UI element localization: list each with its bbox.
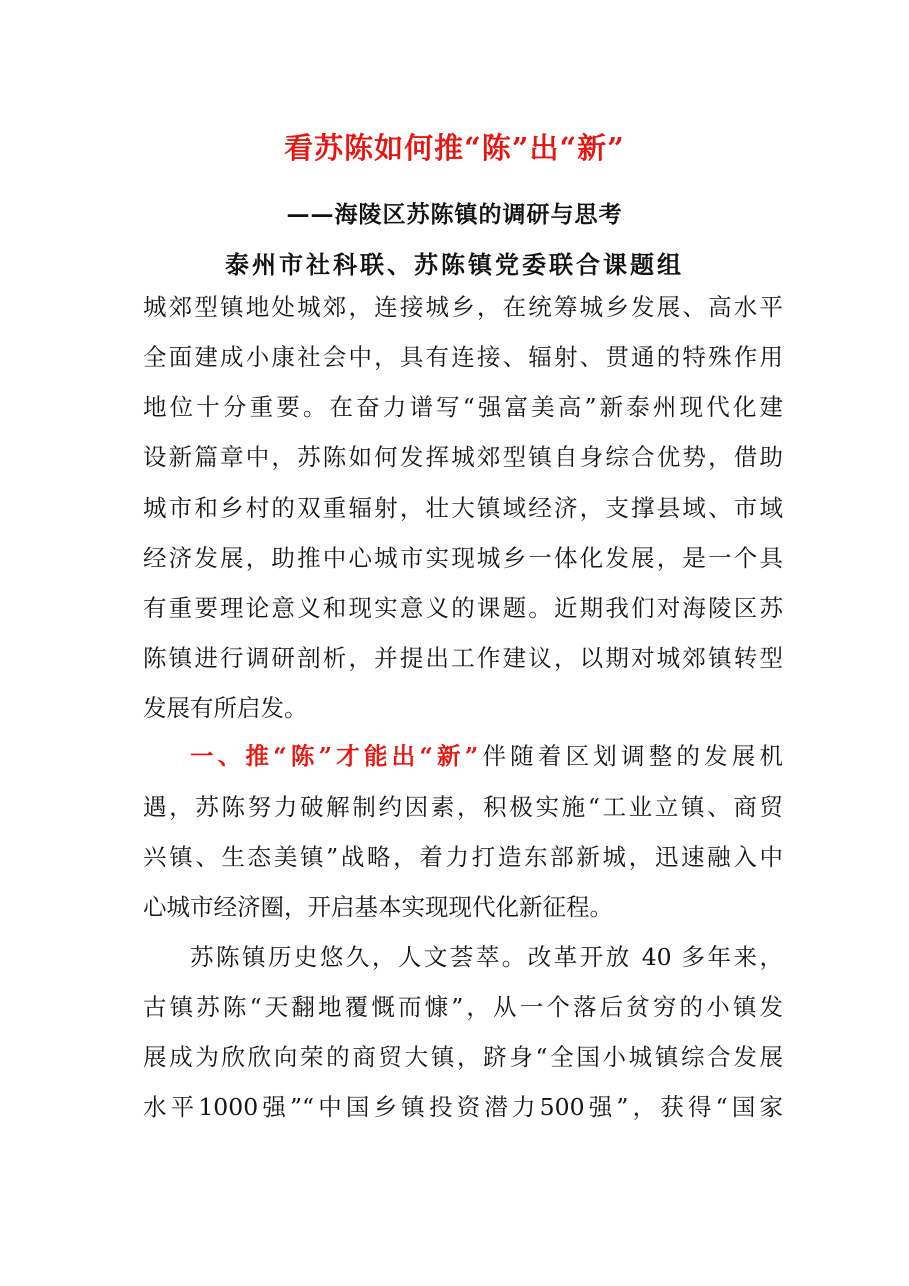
intro-line: 陈镇进行调研剖析，并提出工作建议，以期对城郊镇转型 <box>143 644 783 672</box>
section-line: 心城市经济圈，开启基本实现现代化新征程。 <box>143 893 613 921</box>
document-title: 看苏陈如何推“陈”出“新” <box>284 131 625 165</box>
paragraph-first-line: 苏陈镇历史悠久，人文荟萃。改革开放 40 多年来， <box>190 943 783 971</box>
section-first-line <box>190 741 783 771</box>
section-line: 遇，苏陈努力破解制约因素，积极实施“工业立镇、商贸 <box>143 793 783 821</box>
intro-line: 有重要理论意义和现实意义的课题。近期我们对海陵区苏 <box>143 594 783 622</box>
intro-line: 城市和乡村的双重辐射，壮大镇域经济，支撑县域、市域 <box>143 494 783 522</box>
section-line: 兴镇、生态美镇”战略，着力打造东部新城，迅速融入中 <box>143 843 783 871</box>
section-first-line-text: 伴随着区划调整的发展机 <box>478 742 783 770</box>
document-subtitle: ——海陵区苏陈镇的调研与思考 <box>286 201 623 228</box>
document-authors: 泰州市社科联、苏陈镇党委联合课题组 <box>225 250 684 279</box>
section-heading: 一、推“陈”才能出“新” <box>190 742 479 770</box>
intro-line: 设新篇章中，苏陈如何发挥城郊型镇自身综合优势，借助 <box>143 443 783 471</box>
paragraph-line: 水平1000强”“中国乡镇投资潜力500强”，获得“国家 <box>143 1093 783 1121</box>
intro-line: 发展有所启发。 <box>143 694 308 722</box>
intro-line: 全面建成小康社会中，具有连接、辐射、贯通的特殊作用 <box>143 343 783 371</box>
intro-line: 地位十分重要。在奋力谱写“强富美高”新泰州现代化建 <box>143 393 783 421</box>
paragraph-line: 展成为欣欣向荣的商贸大镇，跻身“全国小城镇综合发展 <box>143 1043 783 1071</box>
intro-line: 经济发展，助推中心城市实现城乡一体化发展，是一个具 <box>143 544 783 572</box>
paragraph-line: 古镇苏陈“天翻地覆慨而慷”，从一个落后贫穷的小镇发 <box>143 993 783 1021</box>
intro-line: 城郊型镇地处城郊，连接城乡，在统筹城乡发展、高水平 <box>143 293 783 321</box>
